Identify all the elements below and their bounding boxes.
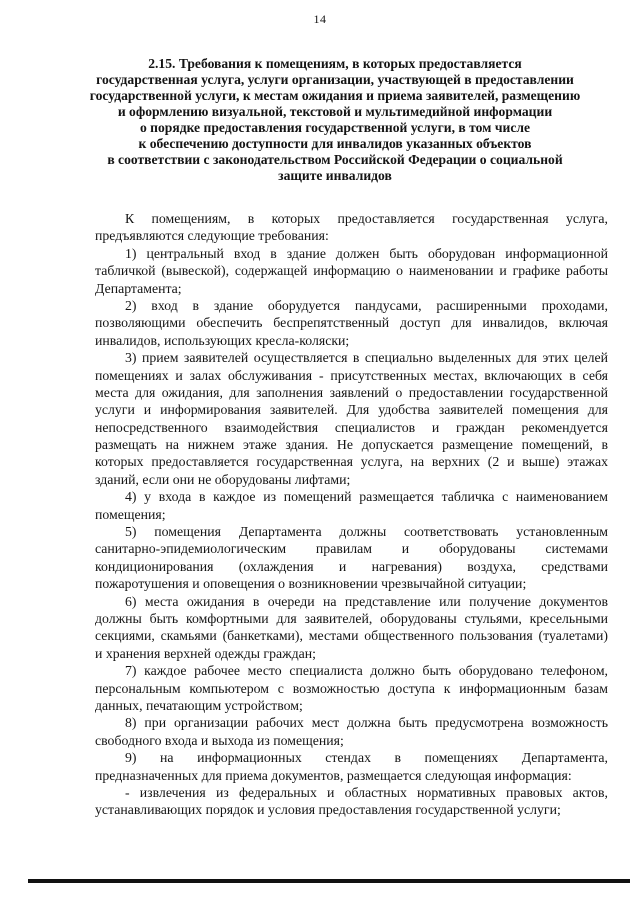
text-line: 5) помещения Департамента должны соответствовать установленным [125,524,608,540]
heading-line: государственная услуга, услуги организации, участвующей в предоставлении [96,72,574,87]
text-line: непосредственного взаимодействия специалистов и граждан рекомендуется [95,419,608,435]
text-line: устанавливающих порядок и условия предоставления государственной услуги; [95,802,561,818]
text-line: секциями, скамьями (банкетками), местами общественного пользования (туалетами) [95,628,608,644]
text-line: 3) прием заявителей осуществляется в специально выделенных для этих целей [125,350,608,366]
text-line: 4) у входа в каждое из помещений размещается табличка с наименованием [125,489,608,505]
text-line: которых предоставляется государственная услуга, на верхних (2 и выше) этажах [95,454,608,470]
text-line: санитарно-эпидемиологическим правилам и оборудованы системами [95,541,608,557]
text-line: размещать на нижнем этаже здания. Не допускается размещение помещений, в [95,437,608,453]
text-line: табличкой (вывеской), содержащей информацию о наименовании и графике работы [95,263,608,279]
text-line: данных, печатающим устройством; [95,697,303,713]
text-line: предъявляются следующие требования: [95,228,329,244]
text-line: места для ожидания, для заполнения заявлений о предоставлении государственной [95,384,608,400]
heading-line: к обеспечению доступности для инвалидов указанных объектов [138,136,532,151]
text-line: зданий, если они не оборудованы лифтами; [95,471,351,487]
text-line: 6) места ожидания в очереди на представление или получение документов [125,593,608,609]
text-line: инвалидов, использующих кресла-коляски; [95,332,350,348]
text-line: кондиционирования (охлаждения и нагревания) воздуха, средствами [95,558,608,574]
heading-line: в соответствии с законодательством Российской Федерации о социальной [107,152,563,167]
text-line: должны быть комфортными для заявителей, оборудованы стульями, кресельными [95,610,608,626]
text-line: и хранения верхней одежды граждан; [95,645,317,661]
heading-line: о порядке предоставления государственной услуги, в том числе [139,120,531,135]
text-line: помещениях и залах обслуживания - присутственных местах, включающих в себя [95,367,608,383]
text-line: свободного входа и выхода из помещения; [95,732,344,748]
text-line: 7) каждое рабочее место специалиста должно быть оборудовано телефоном, [125,663,608,679]
text-line: персональным компьютером с возможностью доступа к информационным базам [95,680,608,696]
section-heading [60,56,610,184]
text-line: 1) центральный вход в здание должен быть оборудован информационной [125,245,608,261]
text-line: 2) вход в здание оборудуется пандусами, расширенными проходами, [125,297,608,313]
page-number: 14 [313,12,327,26]
text-line: К помещениям, в которых предоставляется государственная услуга, [125,211,608,226]
heading-line: защите инвалидов [278,168,392,183]
text-line: предназначенных для приема документов, размещается следующая информация: [95,767,572,783]
text-line: помещения; [95,506,166,522]
text-line: пожаротушения и оповещения о возникновении чрезвычайной ситуации; [95,576,527,592]
text-line: позволяющими обеспечить беспрепятственный доступ для инвалидов, включая [95,315,608,331]
heading-line: 2.15. Требования к помещениям, в которых предоставляется [148,56,522,71]
bottom-rule [28,879,630,883]
text-line: - извлечения из федеральных и областных нормативных правовых актов, [125,784,608,800]
text-line: 9) на информационных стендах в помещениях Департамента, [125,750,608,766]
text-line: услуги и информирования заявителей. Для удобства заявителей помещения для [95,402,608,418]
body-text [95,210,608,819]
heading-line: и оформлению визуальной, текстовой и мультимедийной информации [117,104,553,119]
text-line: 8) при организации рабочих мест должна быть предусмотрена возможность [125,715,608,731]
text-line: Департамента; [95,280,182,296]
heading-line: государственной услуги, к местам ожидания и приема заявителей, размещению [89,88,581,103]
